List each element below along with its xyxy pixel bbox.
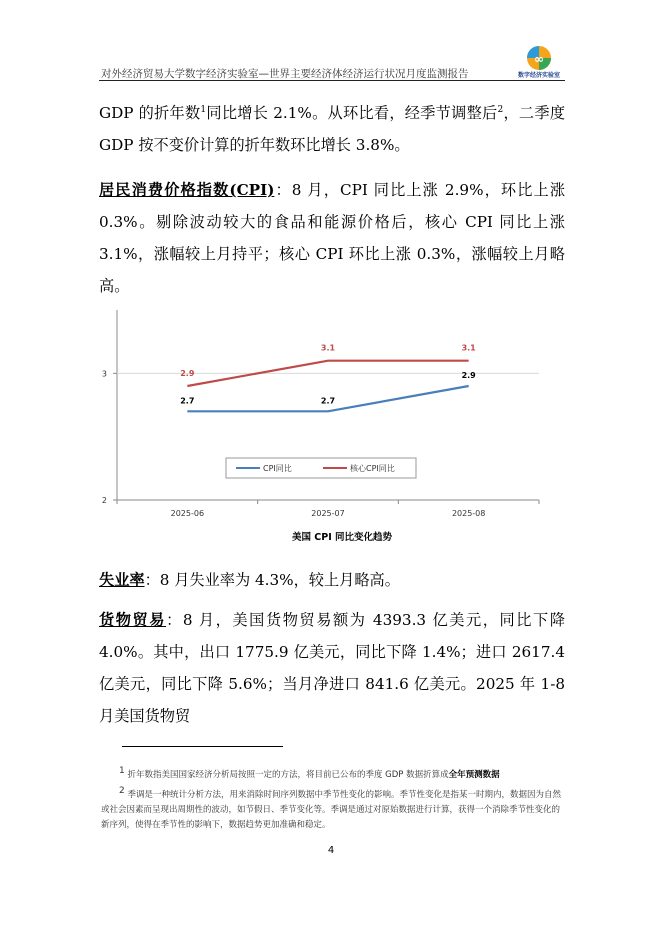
logo-caption: 数字经济实验室: [517, 72, 560, 79]
y-tick-label: 2: [101, 496, 107, 505]
legend-label-1: CPI同比: [263, 464, 292, 473]
gdp-paragraph: GDP 的折年数$^1$同比增长 2.1%。从环比看，经季节调整后$^2$，二季度 GDP 按不变价计算的折年数环比增长 3.8%。: [99, 104, 566, 155]
cpi-heading: 居民消费价格指数(CPI): [99, 181, 275, 199]
x-tick-label: 2025-08: [451, 509, 486, 518]
footnote-divider: [122, 746, 283, 747]
header-divider: [99, 80, 565, 81]
footnote-ref-1[interactable]: 1: [200, 105, 207, 115]
unemployment-heading: 失业率: [99, 571, 145, 589]
footnote-ref-2[interactable]: 2: [497, 105, 504, 115]
header-title: 对外经济贸易大学数字经济实验室—世界主要经济体经济运行状况月度监测报告: [101, 68, 469, 80]
data-label: 3.1: [320, 343, 336, 353]
cpi-chart: [99, 300, 569, 550]
trade-heading: 货物贸易: [99, 611, 167, 629]
page-number: 4: [327, 845, 335, 856]
cpi-line-chart: [99, 300, 569, 550]
x-tick-label: 2025-07: [311, 509, 345, 518]
x-tick-label: 2025-06: [170, 509, 205, 518]
cpi-paragraph: 居民消费价格指数(CPI)：8 月，CPI 同比上涨 2.9%，环比上涨 0.3%。剔除波动较大的食品和能源价格后，核心 CPI 同比上涨 3.1%，涨幅较上月持平；核心 CPI 环比上涨 0.3%，涨幅较上月略高。: [99, 181, 566, 295]
footnote-2: $^2$ 季调是一种统计分析方法，用来消除时间序列数据中季节性变化的影响。季节性变化是指某一时期内，数据因为自然或社会因素而呈现出周期性的波动，如节假日、季节变化等。季调是通过对原始数据进行计算，获得一个消除季节性变化的新序列，使得在季节性的影响下，数据趋势更加准确和稳定。: [101, 786, 561, 830]
footnote-1: $^1$ 折年数指美国国家经济分析局按照一定的方法，将目前已公布的季度 GDP 数据折算成全年预测数据: [119, 766, 500, 780]
data-label: 3.1: [461, 343, 476, 353]
trade-paragraph: 货物贸易：8 月，美国货物贸易额为 4393.3 亿美元，同比下降 4.0%。其中，出口 1775.9 亿美元，同比下降 1.4%；进口 2617.4 亿美元，同比下降 5.6%；当月净进口 841.6 亿美元。2025 年 1-8 月美国货物贸: [99, 611, 566, 725]
data-label: 2.7: [320, 396, 336, 406]
y-tick-label: 3: [101, 369, 107, 379]
data-label: 2.9: [180, 369, 195, 378]
unemployment-paragraph: 失业率：8 月失业率为 4.3%，较上月略高。: [99, 571, 400, 589]
legend-label-2: 核心CPI同比: [350, 464, 395, 473]
data-label: 2.9: [461, 371, 476, 380]
chart-title: 美国 CPI 同比变化趋势: [291, 532, 393, 543]
svg-text:∞: ∞: [534, 52, 544, 66]
data-label: 2.7: [180, 396, 195, 406]
